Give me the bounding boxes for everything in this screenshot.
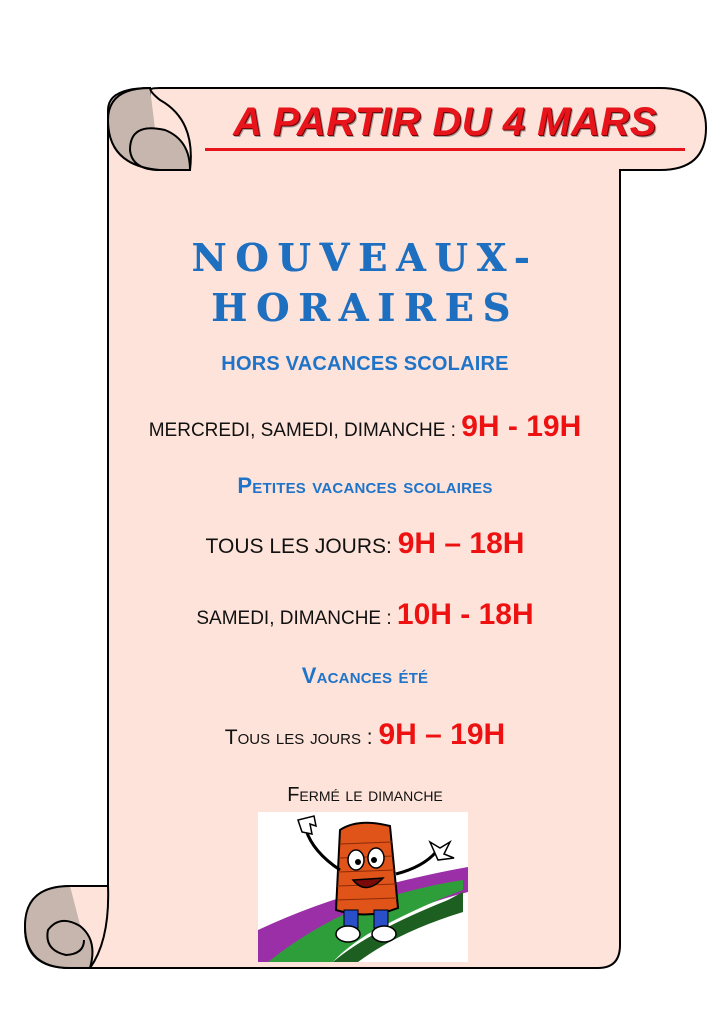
section-heading-short-holidays: Petites vacances scolaires <box>237 473 493 498</box>
title-line-2: HORAIRES <box>211 285 519 330</box>
days-label: Tous les jours : <box>224 726 379 749</box>
cartoon-slide-mascot-icon <box>258 812 468 962</box>
start-date-banner: A PARTIR DU 4 MARS <box>233 100 657 144</box>
days-label: SAMEDI, DIMANCHE : <box>196 608 397 629</box>
hours-row-summer <box>110 718 620 752</box>
section-heading-school-term: HORS VACANCES SCOLAIRE <box>221 353 509 375</box>
days-label: TOUS LES JOURS: <box>205 535 398 558</box>
hours-value: 9H – 18H <box>397 527 525 560</box>
hours-row-short-holidays-daily <box>110 527 620 561</box>
hours-row-short-holidays-weekend <box>110 598 620 632</box>
section-heading-summer: Vacances été <box>301 663 429 688</box>
banner-underline <box>205 148 685 151</box>
closed-note: Fermé le dimanche <box>287 784 443 806</box>
hours-value: 10H - 18H <box>396 598 534 631</box>
days-label: MERCREDI, SAMEDI, DIMANCHE : <box>148 420 462 441</box>
hours-value: 9H – 19H <box>378 718 506 751</box>
hours-value: 9H - 19H <box>461 410 582 443</box>
title-line-1: NOUVEAUX- <box>191 235 539 280</box>
hours-row-school-term <box>110 410 620 444</box>
